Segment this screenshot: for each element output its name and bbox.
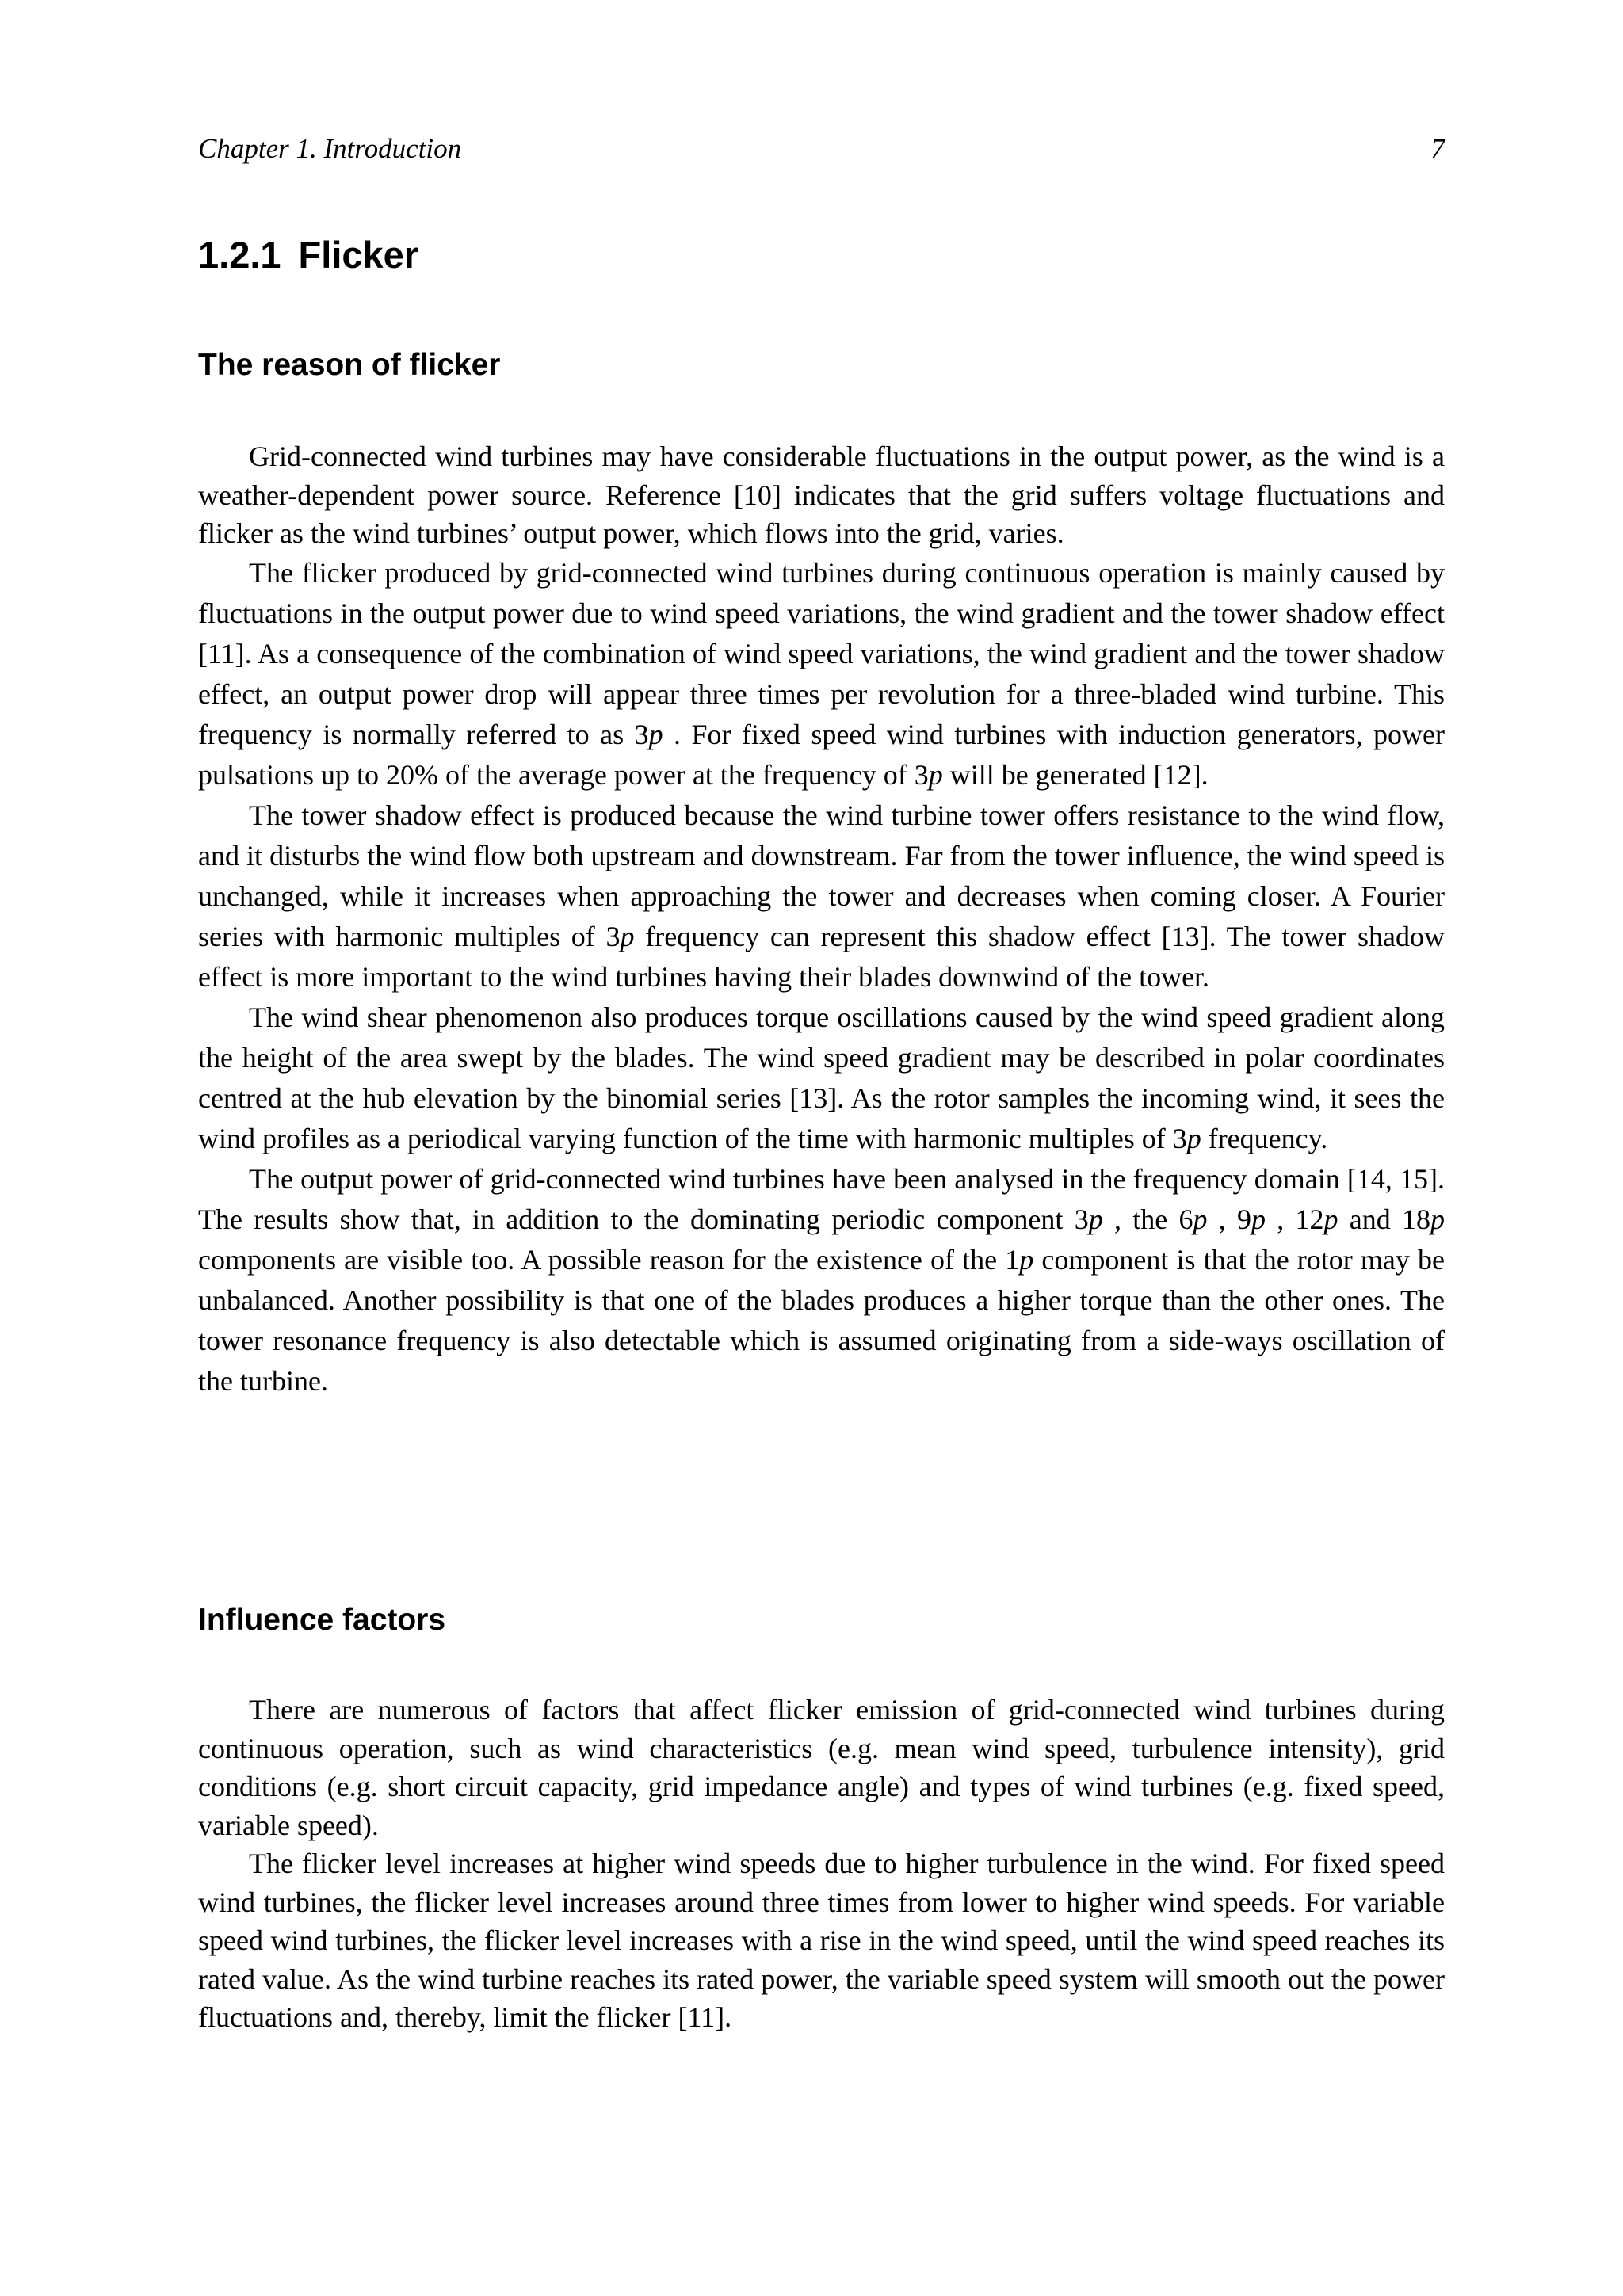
paragraph: The wind shear phenomenon also produces torque oscillations caused by the wind speed gradient along the height of the area swept by the blades. The wind speed gradient may be described in polar coordinates centred at the hub elevation by the binomial series [13]. As the rotor samples the incoming wind, it sees the wind profiles as a periodical varying function of the time with harmonic multiples of 3p frequency. (198, 1001, 1445, 1154)
influence-body (198, 1691, 1445, 2037)
paragraph: The flicker level increases at higher wind speeds due to higher turbulence in the wind. For fixed speed wind turbines, the flicker level increases around three times from lower to higher wind speeds. For variable speed wind turbines, the flicker level increases with a rise in the wind speed, until the wind speed reaches its rated value. As the wind turbine reaches its rated power, the variable speed system will smooth out the power fluctuations and, thereby, limit the flicker [11]. (198, 1848, 1445, 2033)
section-title: Flicker (298, 234, 419, 276)
running-header (198, 133, 1445, 165)
subsection-heading-influence: Influence factors (198, 1603, 446, 1637)
paragraph: The tower shadow effect is produced because the wind turbine tower offers resistance to the wind flow, and it disturbs the wind flow both upstream and downstream. Far from the tower influence, the wind speed is unchanged, while it increases when approaching the tower and decreases when coming closer. A Fourier series with harmonic multiples of 3p frequency can represent this shadow effect [13]. The tower shadow effect is more important to the wind turbines having their blades downwind of the tower. (198, 799, 1445, 993)
paragraph: Grid-connected wind turbines may have considerable fluctuations in the output power, as the wind is a weather-dependent power source. Reference [10] indicates that the grid suffers voltage fluctuations and flicker as the wind turbines’ output power, which flows into the grid, varies. (198, 441, 1445, 549)
subsection-heading-reason: The reason of flicker (198, 348, 501, 382)
reason-body (198, 437, 1445, 1402)
paragraph: The output power of grid-connected wind turbines have been analysed in the frequency domain [14, 15]. The results show that, in addition to the dominating periodic component 3p , the 6p , 9p , 12p and 18p components are visible too. A possible reason for the existence of the 1p component is that the rotor may be unbalanced. Another possibility is that one of the blades produces a higher torque than the other ones. The tower resonance frequency is also detectable which is assumed originating from a side-ways oscillation of the turbine. (198, 1162, 1445, 1397)
paragraph: The flicker produced by grid-connected wind turbines during continuous operation is mainly caused by fluctuations in the output power due to wind speed variations, the wind gradient and the tower shadow effect [11]. As a consequence of the combination of wind speed variations, the wind gradient and the tower shadow effect, an output power drop will appear three times per revolution for a three-bladed wind turbine. This frequency is normally referred to as 3p . For fixed speed wind turbines with induction generators, power pulsations up to 20% of the average power at the frequency of 3p will be generated [12]. (198, 556, 1445, 791)
paragraph: There are numerous of factors that affect flicker emission of grid-connected wind turbines during continuous operation, such as wind characteristics (e.g. mean wind speed, turbulence intensity), grid conditions (e.g. short circuit capacity, grid impedance angle) and types of wind turbines (e.g. fixed speed, variable speed). (198, 1694, 1445, 1841)
section-number: 1.2.1 (198, 234, 281, 276)
chapter-title: Chapter 1. Introduction (198, 133, 462, 164)
page-number: 7 (1430, 133, 1445, 164)
section-heading (198, 233, 418, 277)
